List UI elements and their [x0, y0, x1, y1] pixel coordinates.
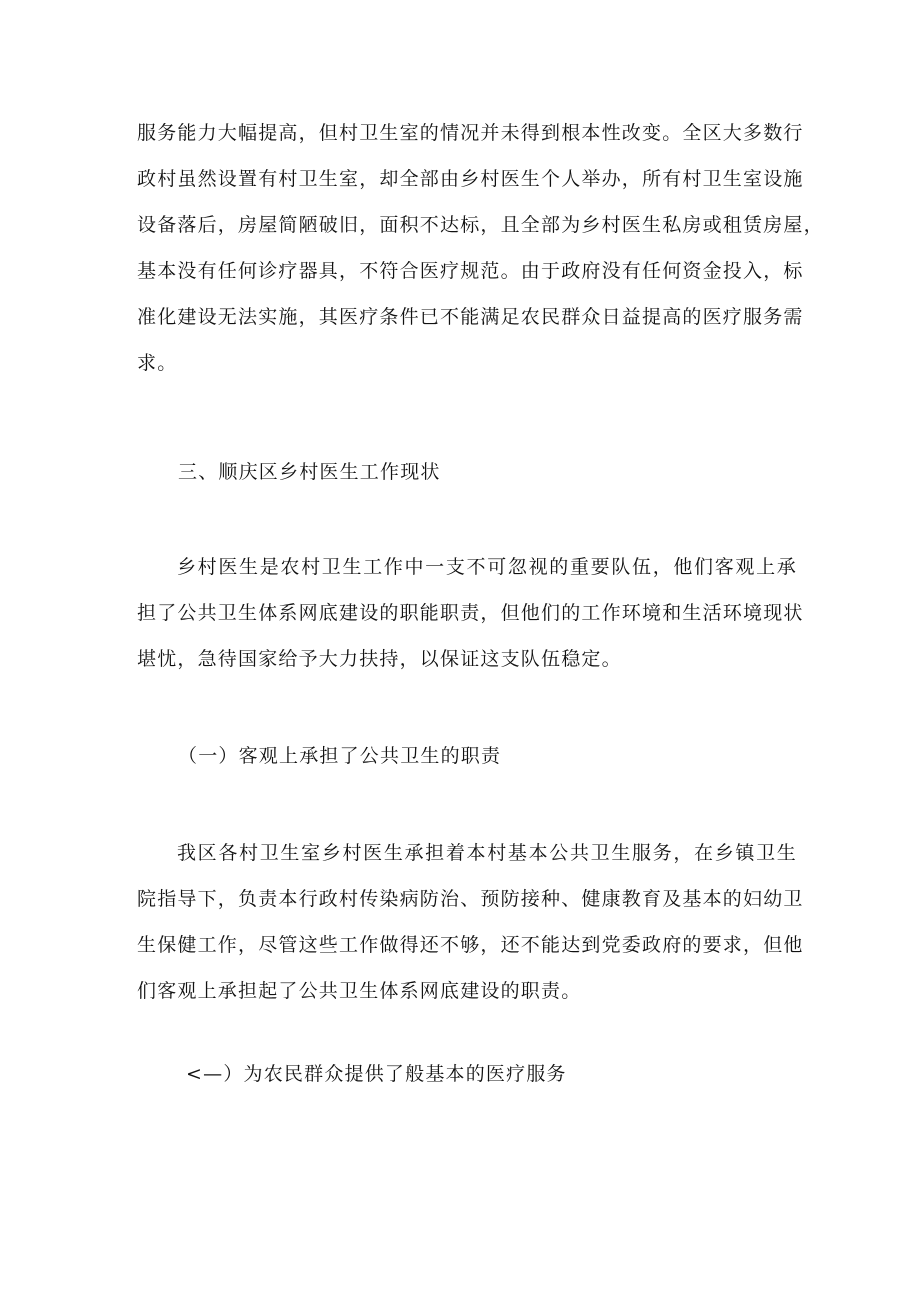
subsection-heading-2: <—）为农民群众提供了般基本的医疗服务 [186, 1063, 567, 1085]
paragraph-2-line-1: 乡村医生是农村卫生工作中一支不可忽视的重要队伍，他们客观上承 [177, 556, 797, 578]
paragraph-1-line-6: 求。 [137, 352, 178, 374]
paragraph-3-line-1: 我区各村卫生室乡村医生承担着本村基本公共卫生服务，在乡镇卫生 [177, 842, 797, 864]
paragraph-1-line-3: 设备落后，房屋简陋破旧，面积不达标，且全部为乡村医生私房或租赁房屋， [137, 214, 824, 236]
paragraph-1-line-4: 基本没有任何诊疗器具，不符合医疗规范。由于政府没有任何资金投入，标 [137, 260, 804, 282]
paragraph-3-line-4: 们客观上承担起了公共卫生体系网底建设的职责。 [137, 980, 582, 1002]
paragraph-3-line-2: 院指导下，负责本行政村传染病防治、预防接种、健康教育及基本的妇幼卫 [137, 888, 804, 910]
section-heading-3: 三、顺庆区乡村医生工作现状 [178, 461, 441, 483]
subsection-heading-1: （一）客观上承担了公共卫生的职责 [178, 745, 502, 767]
paragraph-3-line-3: 生保健工作，尽管这些工作做得还不够，还不能达到党委政府的要求，但他 [137, 934, 804, 956]
paragraph-2-line-3: 堪忧，急待国家给予大力扶持，以保证这支队伍稳定。 [137, 648, 622, 670]
paragraph-1-line-2: 政村虽然设置有村卫生室，却全部由乡村医生个人举办，所有村卫生室设施 [137, 168, 804, 190]
paragraph-1-line-5: 准化建设无法实施，其医疗条件已不能满足农民群众日益提高的医疗服务需 [137, 306, 804, 328]
paragraph-1-line-1: 服务能力大幅提高，但村卫生室的情况并未得到根本性改变。全区大多数行 [137, 122, 804, 144]
paragraph-2-line-2: 担了公共卫生体系网底建设的职能职责，但他们的工作环境和生活环境现状 [137, 602, 804, 624]
